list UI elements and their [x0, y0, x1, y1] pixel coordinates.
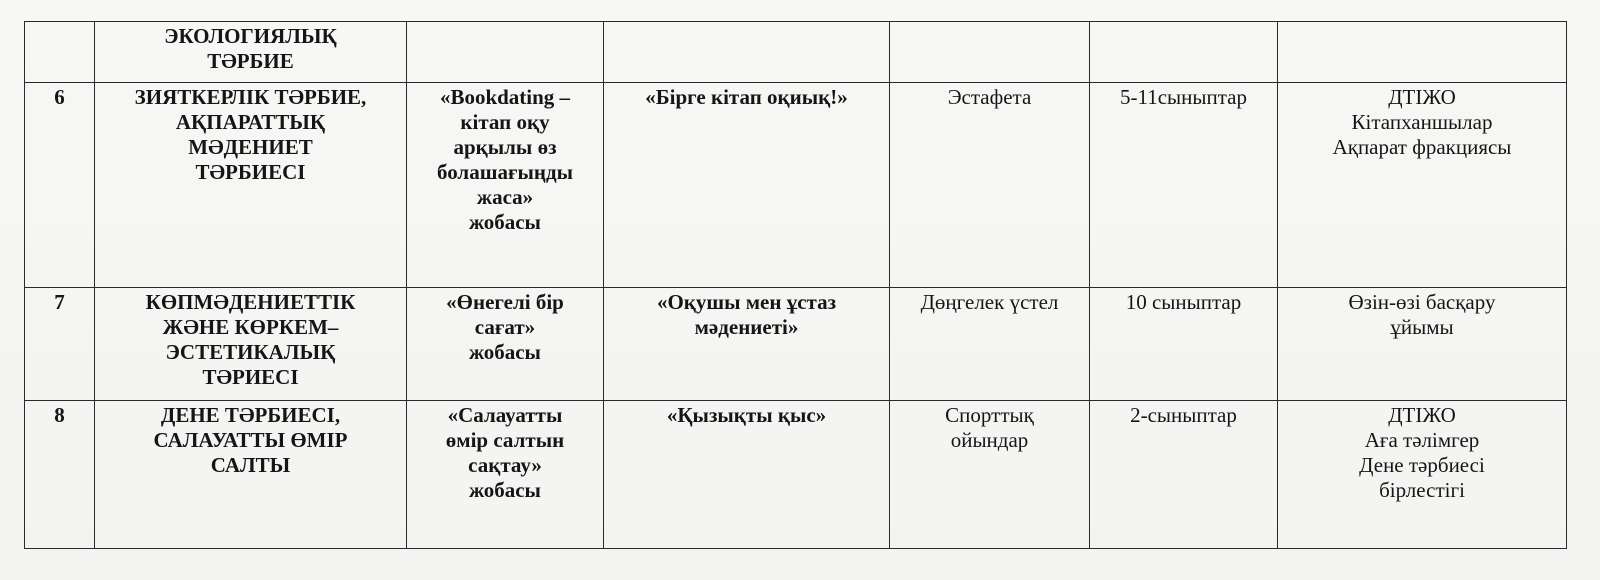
project-cell: «Салауатты өмір салтын сақтау» жобасы [407, 401, 604, 549]
event-cell [604, 22, 890, 83]
responsible-cell [1278, 22, 1567, 83]
direction-cell: КӨПМӘДЕНИЕТТІК ЖӘНЕ КӨРКЕМ– ЭСТЕТИКАЛЫҚ ТӘРИЕСІ [95, 288, 407, 401]
table-row [25, 401, 1567, 549]
row-number-cell [25, 22, 95, 83]
row-number-cell: 6 [25, 83, 95, 288]
event-cell: «Бірге кітап оқиық!» [604, 83, 890, 288]
project-cell [407, 22, 604, 83]
classes-cell: 10 сыныптар [1090, 288, 1278, 401]
table-row [25, 83, 1567, 288]
direction-cell: ЗИЯТКЕРЛІК ТӘРБИЕ, АҚПАРАТТЫҚ МӘДЕНИЕТ ТӘРБИЕСІ [95, 83, 407, 288]
table-row [25, 288, 1567, 401]
project-cell: «Өнегелі бір сағат» жобасы [407, 288, 604, 401]
project-cell: «Bookdating – кітап оқу арқылы өз болашағыңды жаса» жобасы [407, 83, 604, 288]
classes-cell: 5-11сыныптар [1090, 83, 1278, 288]
row-number-cell: 8 [25, 401, 95, 549]
event-plan-table [24, 21, 1567, 549]
classes-cell [1090, 22, 1278, 83]
event-cell: «Қызықты қыс» [604, 401, 890, 549]
event-cell: «Оқушы мен ұстаз мәдениеті» [604, 288, 890, 401]
classes-cell: 2-сыныптар [1090, 401, 1278, 549]
form-cell: Эстафета [890, 83, 1090, 288]
table-row [25, 22, 1567, 83]
responsible-cell: ДТІЖО Кітапханшылар Ақпарат фракциясы [1278, 83, 1567, 288]
responsible-cell: ДТІЖО Аға тәлімгер Дене тәрбиесі бірлестігі [1278, 401, 1567, 549]
row-number-cell: 7 [25, 288, 95, 401]
form-cell [890, 22, 1090, 83]
direction-cell: ЭКОЛОГИЯЛЫҚ ТӘРБИЕ [95, 22, 407, 83]
direction-cell: ДЕНЕ ТӘРБИЕСІ, САЛАУАТТЫ ӨМІР САЛТЫ [95, 401, 407, 549]
responsible-cell: Өзін-өзі басқару ұйымы [1278, 288, 1567, 401]
form-cell: Спорттық ойындар [890, 401, 1090, 549]
form-cell: Дөңгелек үстел [890, 288, 1090, 401]
